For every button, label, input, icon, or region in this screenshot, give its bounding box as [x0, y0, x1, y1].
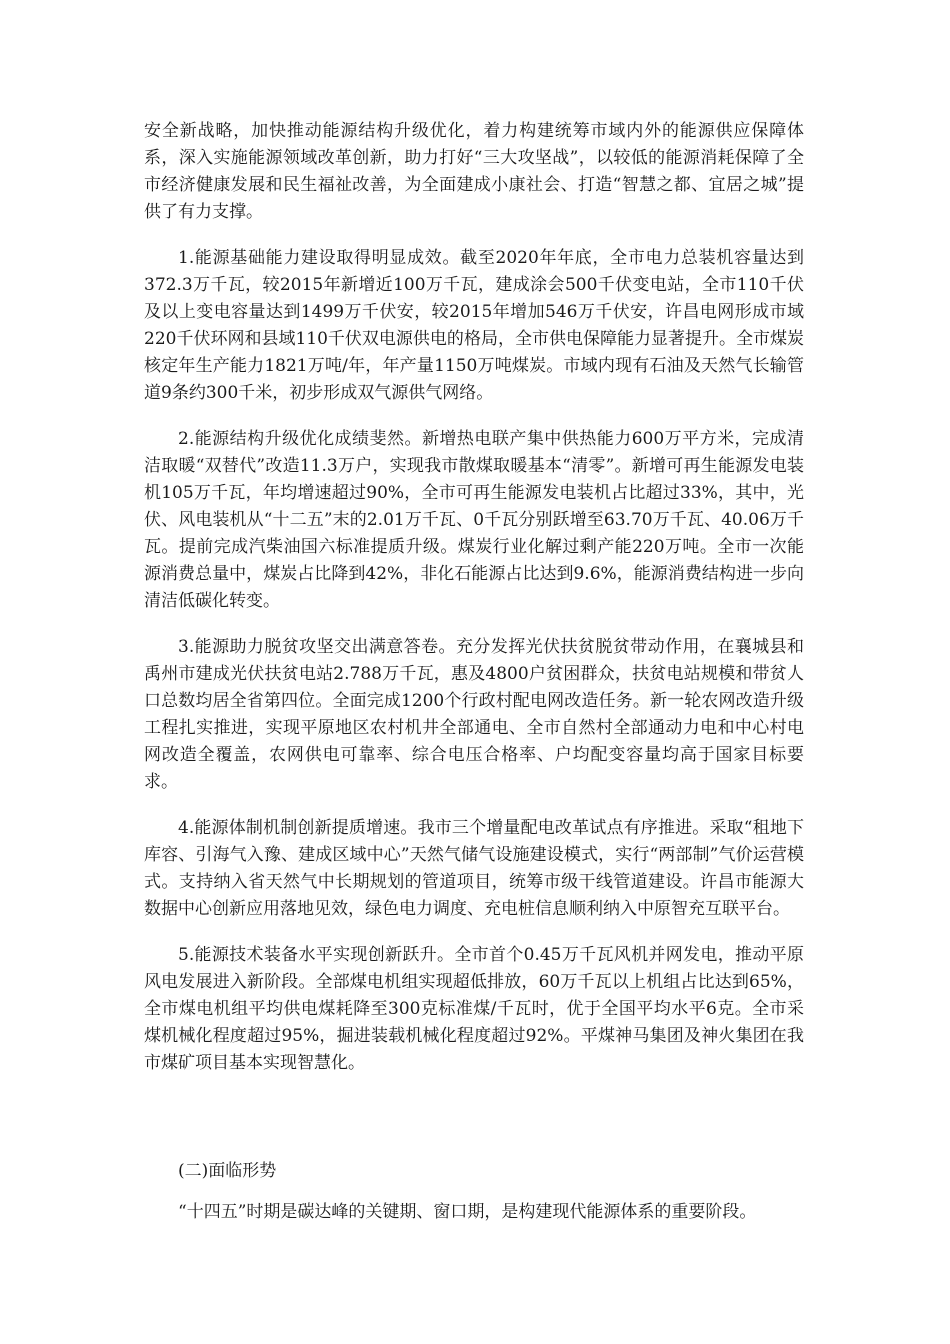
paragraph-energy-structure: 2.能源结构升级优化成绩斐然。新增热电联产集中供热能力600万平方米，完成清洁取暖“双替代”改造11.3万户，实现我市散煤取暖基本“清零”。新增可再生能源发电装机105万千瓦，年均增速超过90%，全市可再生能源发电装机占比超过33%，其中，光伏、风电装机从“十二五”末的2.01万千瓦、0千瓦分别跃增至63.70万千瓦、40.06万千瓦。提前完成汽柴油国六标准提质升级。煤炭行业化解过剩产能220万吨。全市一次能源消费总量中，煤炭占比降到42%，非化石能源占比达到9.6%，能源消费结构进一步向清洁低碳化转变。 — [144, 429, 804, 611]
paragraph-situation: “十四五”时期是碳达峰的关键期、窗口期，是构建现代能源体系的重要阶段。 — [178, 1202, 757, 1222]
paragraph-intro-continuation: 安全新战略，加快推动能源结构升级优化，着力构建统筹市域内外的能源供应保障体系，深入实施能源领域改革创新，助力打好“三大攻坚战”，以较低的能源消耗保障了全市经济健康发展和民生福祉改善，为全面建成小康社会、打造“智慧之都、宜居之城”提供了有力支撑。 — [144, 121, 804, 222]
section-heading: (二)面临形势 — [178, 1161, 277, 1181]
document-body — [144, 118, 804, 1245]
paragraph-energy-infrastructure: 1.能源基础能力建设取得明显成效。截至2020年年底，全市电力总装机容量达到372.3万千瓦，较2015年新增近100万千瓦，建成涂会500千伏变电站，全市110千伏及以上变电容量达到1499万千伏安，较2015年增加546万千伏安，许昌电网形成市域220千伏环网和县域110千伏双电源供电的格局，全市供电保障能力显著提升。全市煤炭核定年生产能力1821万吨/年，年产量1150万吨煤炭。市域内现有石油及天然气长输管道9条约300千米，初步形成双气源供气网络。 — [144, 248, 804, 403]
paragraph-institutional-innovation: 4.能源体制机制创新提质增速。我市三个增量配电改革试点有序推进。采取“租地下库容、引海气入豫、建成区域中心”天然气储气设施建设模式，实行“两部制”气价运营模式。支持纳入省天然气中长期规划的管道项目，统筹市级干线管道建设。许昌市能源大数据中心创新应用落地见效，绿色电力调度、充电桩信息顺利纳入中原智充互联平台。 — [144, 818, 804, 919]
paragraph-technology-equipment: 5.能源技术装备水平实现创新跃升。全市首个0.45万千瓦风机并网发电，推动平原风电发展进入新阶段。全部煤电机组实现超低排放，60万千瓦以上机组占比达到65%，全市煤电机组平均供电煤耗降至300克标准煤/千瓦时，优于全国平均水平6克。全市采煤机械化程度超过95%，掘进装载机械化程度超过92%。平煤神马集团及神火集团在我市煤矿项目基本实现智慧化。 — [144, 945, 804, 1073]
paragraph-poverty-alleviation: 3.能源助力脱贫攻坚交出满意答卷。充分发挥光伏扶贫脱贫带动作用，在襄城县和禹州市建成光伏扶贫电站2.788万千瓦，惠及4800户贫困群众，扶贫电站规模和带贫人口总数均居全省第四位。全面完成1200个行政村配电网改造任务。新一轮农网改造升级工程扎实推进，实现平原地区农村机井全部通电、全市自然村全部通动力电和中心村电网改造全覆盖，农网供电可靠率、综合电压合格率、户均配变容量均高于国家目标要求。 — [144, 637, 804, 792]
section-spacer — [144, 1096, 804, 1158]
